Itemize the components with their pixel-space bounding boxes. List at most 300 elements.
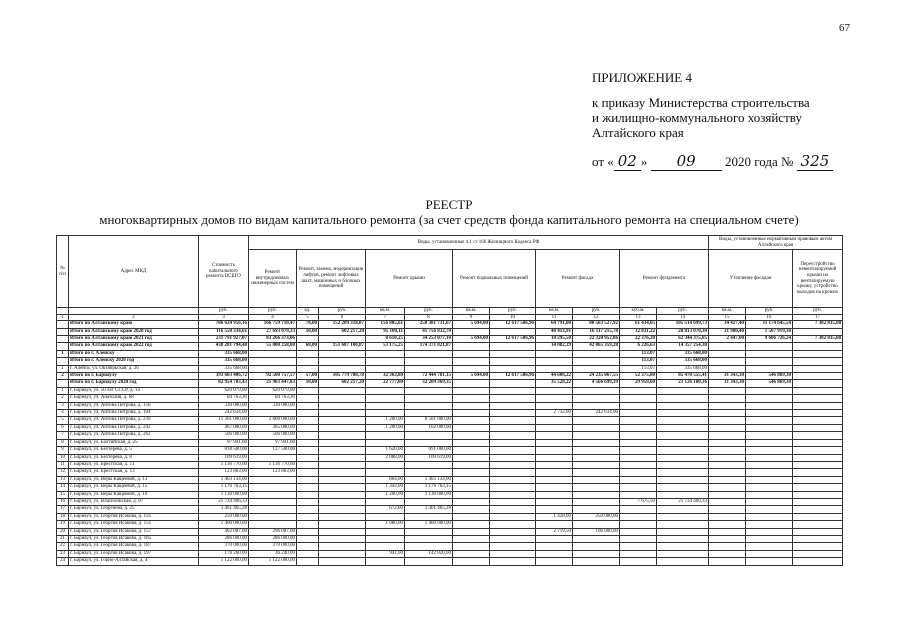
- address-cell: г. Барнаул, ул. Горно-Алтайская, д. 4: [69, 558, 199, 565]
- appendix-line-1: к приказу Министерства строительства: [592, 95, 810, 110]
- value-cell: 250 381 731,67: [405, 321, 453, 328]
- value-cell: [746, 513, 793, 520]
- value-cell: [536, 558, 573, 565]
- value-cell: [573, 521, 620, 528]
- units-cell: кв.м.: [536, 308, 573, 315]
- address-cell: г. Барнаул, ул. Веры Кащеевой, д. 13: [69, 476, 199, 483]
- table-row: [57, 513, 843, 520]
- value-cell: 8 501 000,00: [405, 417, 453, 424]
- value-cell: [793, 424, 843, 431]
- column-number: 16: [746, 314, 793, 321]
- value-cell: 1 400 000,00: [199, 521, 249, 528]
- value-cell: [319, 461, 366, 468]
- header-address: Адрес МКД: [69, 236, 199, 308]
- value-cell: 1 428,00: [536, 513, 573, 520]
- table-row: [57, 476, 843, 483]
- value-cell: [297, 506, 319, 513]
- value-cell: [746, 498, 793, 505]
- value-cell: [573, 484, 620, 491]
- value-cell: 22 320 952,86: [573, 336, 620, 343]
- table-row: [57, 558, 843, 565]
- value-cell: [573, 439, 620, 446]
- table-row: [57, 491, 843, 498]
- value-cell: [319, 476, 366, 483]
- value-cell: 818 500,00: [199, 447, 249, 454]
- value-cell: 1 136 770,00: [249, 461, 297, 468]
- value-cell: 31 980,40: [709, 328, 746, 335]
- value-cell: [709, 358, 746, 365]
- value-cell: 113,07: [620, 350, 657, 357]
- value-cell: [709, 469, 746, 476]
- value-cell: 116 550 334,61: [199, 328, 249, 335]
- value-cell: [746, 358, 793, 365]
- value-cell: 1 122 000,00: [249, 558, 297, 565]
- value-cell: [297, 424, 319, 431]
- value-cell: 335 668,00: [199, 350, 249, 357]
- value-cell: [297, 402, 319, 409]
- value-cell: [709, 417, 746, 424]
- value-cell: [297, 513, 319, 520]
- value-cell: [453, 439, 490, 446]
- value-cell: [709, 506, 746, 513]
- value-cell: 602 217,20: [319, 328, 366, 335]
- value-cell: [297, 491, 319, 498]
- registry-table: [56, 235, 843, 566]
- value-cell: [573, 461, 620, 468]
- value-cell: [793, 454, 843, 461]
- value-cell: 296 007,00: [249, 528, 297, 535]
- row-number-cell: 17: [57, 506, 69, 513]
- value-cell: [297, 432, 319, 439]
- value-cell: [746, 476, 793, 483]
- value-cell: [793, 528, 843, 535]
- table-row: [57, 328, 843, 335]
- value-cell: [620, 506, 657, 513]
- value-cell: [657, 528, 709, 535]
- value-cell: [319, 498, 366, 505]
- value-cell: [366, 350, 405, 357]
- value-cell: [490, 380, 536, 387]
- value-cell: [297, 447, 319, 454]
- column-number: 4: [249, 314, 297, 321]
- column-number: 9: [453, 314, 490, 321]
- value-cell: 1 342,00: [366, 484, 405, 491]
- address-cell: г. Барнаул, ул. Георгия Исакова, д. 157: [69, 528, 199, 535]
- value-cell: [297, 461, 319, 468]
- value-cell: [793, 513, 843, 520]
- table-row: [57, 454, 843, 461]
- value-cell: [319, 439, 366, 446]
- value-cell: [405, 395, 453, 402]
- value-cell: 14 082,39: [536, 343, 573, 350]
- value-cell: [573, 358, 620, 365]
- value-cell: [366, 535, 405, 542]
- value-cell: [249, 484, 297, 491]
- value-cell: [536, 461, 573, 468]
- value-cell: [249, 358, 297, 365]
- value-cell: [573, 454, 620, 461]
- value-cell: 10,00: [297, 380, 319, 387]
- value-cell: [793, 387, 843, 394]
- appendix-title: ПРИЛОЖЕНИЕ 4: [592, 70, 692, 85]
- value-cell: [793, 432, 843, 439]
- value-cell: [319, 469, 366, 476]
- value-cell: [709, 439, 746, 446]
- value-cell: 174 371 821,87: [405, 343, 453, 350]
- value-cell: [490, 439, 536, 446]
- value-cell: 467 000,00: [199, 424, 249, 431]
- value-cell: [793, 550, 843, 557]
- value-cell: [536, 550, 573, 557]
- units-cell: руб.: [199, 308, 249, 315]
- value-cell: [405, 535, 453, 542]
- value-cell: [536, 543, 573, 550]
- value-cell: [490, 350, 536, 357]
- value-cell: [319, 402, 366, 409]
- value-cell: [746, 402, 793, 409]
- value-cell: [620, 395, 657, 402]
- value-cell: 64 791,00: [536, 321, 573, 328]
- value-cell: 97 941,00: [199, 439, 249, 446]
- address-cell: г. Барнаул, ул. Веры Кащеевой, д. 15: [69, 484, 199, 491]
- value-cell: [490, 454, 536, 461]
- value-cell: [453, 498, 490, 505]
- column-number: 8: [405, 314, 453, 321]
- address-cell: г. Алейск, ул. Октябрьская, д. 26: [69, 365, 199, 372]
- value-cell: [297, 365, 319, 372]
- table-row: [57, 395, 843, 402]
- value-cell: 55 800 258,08: [249, 343, 297, 350]
- value-cell: [620, 491, 657, 498]
- value-cell: 1 176 763,15: [199, 484, 249, 491]
- value-cell: [793, 395, 843, 402]
- value-cell: [793, 469, 843, 476]
- units-cell: кв.м.: [366, 308, 405, 315]
- order-number: 325: [797, 152, 834, 171]
- value-cell: [405, 513, 453, 520]
- header-no: № п/п: [57, 236, 69, 308]
- value-cell: [490, 424, 536, 431]
- table-row: [57, 336, 843, 343]
- value-cell: 32 209 369,35: [405, 380, 453, 387]
- value-cell: [709, 410, 746, 417]
- value-cell: [746, 521, 793, 528]
- table-row: [57, 498, 843, 505]
- row-number-cell: 20: [57, 528, 69, 535]
- value-cell: 32 363,80: [366, 373, 405, 380]
- value-cell: [405, 358, 453, 365]
- value-cell: [453, 432, 490, 439]
- value-cell: 21 734 406,33: [199, 498, 249, 505]
- value-cell: 83 266 373,06: [249, 336, 297, 343]
- value-cell: [490, 447, 536, 454]
- value-cell: [453, 410, 490, 417]
- value-cell: 44 606,22: [536, 373, 573, 380]
- table-row: [57, 543, 843, 550]
- value-cell: [319, 521, 366, 528]
- value-cell: [620, 447, 657, 454]
- value-cell: 5 694,00: [453, 336, 490, 343]
- column-number: 10: [490, 314, 536, 321]
- value-cell: 2 800 000,00: [249, 417, 297, 424]
- value-cell: [793, 506, 843, 513]
- table-row: [57, 535, 843, 542]
- column-number: 17: [793, 314, 843, 321]
- value-cell: 12 617 586,96: [490, 321, 536, 328]
- units-cell: кв.м.: [453, 308, 490, 315]
- value-cell: [490, 543, 536, 550]
- row-number-cell: [57, 380, 69, 387]
- value-cell: [573, 447, 620, 454]
- units-cell: [57, 308, 69, 315]
- value-cell: [319, 543, 366, 550]
- address-cell: Итого по Алтайскому краю: [69, 321, 199, 328]
- address-cell: г. Барнаул, ул. Власихинская, д. 87: [69, 498, 199, 505]
- address-cell: г. Барнаул, ул. Анатолия, д. 68: [69, 395, 199, 402]
- value-cell: [657, 558, 709, 565]
- address-cell: Итого по Алтайскому краю 2021 год: [69, 336, 199, 343]
- value-cell: [490, 432, 536, 439]
- table-row: [57, 410, 843, 417]
- value-cell: [746, 535, 793, 542]
- value-cell: [536, 417, 573, 424]
- row-number-cell: 1: [57, 350, 69, 357]
- value-cell: [709, 476, 746, 483]
- row-number-cell: 19: [57, 521, 69, 528]
- value-cell: 1 567 919,30: [746, 328, 793, 335]
- value-cell: 123 863,00: [249, 469, 297, 476]
- value-cell: [709, 550, 746, 557]
- value-cell: [620, 387, 657, 394]
- row-number-cell: [57, 321, 69, 328]
- value-cell: [536, 476, 573, 483]
- column-numbers-row: [57, 314, 843, 321]
- value-cell: 672,00: [366, 506, 405, 513]
- value-cell: 84 763,30: [249, 395, 297, 402]
- value-cell: [453, 417, 490, 424]
- row-number-cell: 22: [57, 543, 69, 550]
- value-cell: [453, 380, 490, 387]
- value-cell: [297, 439, 319, 446]
- table-row: [57, 402, 843, 409]
- value-cell: [297, 469, 319, 476]
- units-cell: руб.: [490, 308, 536, 315]
- value-cell: [657, 447, 709, 454]
- value-cell: [657, 521, 709, 528]
- value-cell: [453, 447, 490, 454]
- value-cell: [746, 432, 793, 439]
- value-cell: 231 791 927,07: [199, 336, 249, 343]
- column-number: 2: [69, 314, 199, 321]
- value-cell: [793, 417, 843, 424]
- value-cell: [620, 432, 657, 439]
- value-cell: [297, 543, 319, 550]
- value-cell: [746, 543, 793, 550]
- value-cell: [793, 380, 843, 387]
- value-cell: [657, 491, 709, 498]
- value-cell: [573, 469, 620, 476]
- value-cell: [405, 461, 453, 468]
- value-cell: [793, 521, 843, 528]
- value-cell: [405, 528, 453, 535]
- header-basement: Ремонт подвальных помещений: [453, 250, 536, 308]
- value-cell: [249, 498, 297, 505]
- value-cell: 402 007,00: [199, 528, 249, 535]
- value-cell: [573, 543, 620, 550]
- value-cell: [249, 350, 297, 357]
- value-cell: 109 619,00: [405, 454, 453, 461]
- value-cell: [657, 550, 709, 557]
- header-regional-types: Виды, установленные нормативным правовым актом Алтайского края: [709, 236, 843, 250]
- value-cell: 12 617 586,96: [490, 336, 536, 343]
- value-cell: [793, 491, 843, 498]
- value-cell: 620 079,00: [199, 387, 249, 394]
- units-cell: руб.: [573, 308, 620, 315]
- value-cell: [405, 365, 453, 372]
- value-cell: [746, 528, 793, 535]
- value-cell: [709, 513, 746, 520]
- row-number-cell: 21: [57, 535, 69, 542]
- value-cell: [319, 528, 366, 535]
- value-cell: 78,00: [297, 321, 319, 328]
- value-cell: [793, 498, 843, 505]
- value-cell: 156 885,61: [366, 321, 405, 328]
- value-cell: [453, 476, 490, 483]
- address-cell: Итого по г. Алейску 2020 год: [69, 358, 199, 365]
- value-cell: 335 668,00: [199, 365, 249, 372]
- address-cell: Итого по Алтайскому краю 2022 год: [69, 343, 199, 350]
- value-cell: 1 200,00: [366, 417, 405, 424]
- value-cell: [405, 498, 453, 505]
- table-row: [57, 417, 843, 424]
- value-cell: [319, 358, 366, 365]
- value-cell: 1 176 763,15: [405, 484, 453, 491]
- value-cell: [453, 491, 490, 498]
- value-cell: 142 020,00: [405, 550, 453, 557]
- value-cell: [536, 491, 573, 498]
- units-cell: руб.: [405, 308, 453, 315]
- date-month: 09: [651, 152, 722, 171]
- value-cell: [620, 476, 657, 483]
- value-cell: [453, 365, 490, 372]
- value-cell: [793, 328, 843, 335]
- units-row: [57, 308, 843, 315]
- value-cell: [793, 535, 843, 542]
- page-number: 67: [839, 22, 850, 34]
- value-cell: 62 344 375,05: [657, 336, 709, 343]
- value-cell: [453, 402, 490, 409]
- value-cell: [405, 543, 453, 550]
- row-number-cell: [57, 328, 69, 335]
- column-number: 5: [297, 314, 319, 321]
- value-cell: [536, 484, 573, 491]
- value-cell: [319, 387, 366, 394]
- value-cell: [746, 506, 793, 513]
- value-cell: [709, 395, 746, 402]
- row-number-cell: 6: [57, 424, 69, 431]
- value-cell: 1 200,00: [366, 424, 405, 431]
- value-cell: [620, 521, 657, 528]
- value-cell: [453, 558, 490, 565]
- value-cell: [490, 528, 536, 535]
- value-cell: [536, 387, 573, 394]
- value-cell: [319, 506, 366, 513]
- value-cell: [657, 417, 709, 424]
- units-cell: куб.м.: [620, 308, 657, 315]
- value-cell: [573, 350, 620, 357]
- value-cell: 32 831,22: [620, 328, 657, 335]
- value-cell: [490, 550, 536, 557]
- row-number-cell: 4: [57, 410, 69, 417]
- value-cell: [793, 484, 843, 491]
- value-cell: [297, 484, 319, 491]
- address-cell: г. Барнаул, ул. Веры Кащеевой, д. 19: [69, 491, 199, 498]
- value-cell: [453, 543, 490, 550]
- value-cell: [746, 550, 793, 557]
- value-cell: [620, 417, 657, 424]
- column-number: 3: [199, 314, 249, 321]
- header-foundation: Ремонт фундамента: [620, 250, 709, 308]
- value-cell: [536, 447, 573, 454]
- value-cell: 27 693 079,33: [249, 328, 297, 335]
- table-row: [57, 447, 843, 454]
- value-cell: 691 000,00: [405, 447, 453, 454]
- value-cell: [536, 535, 573, 542]
- date-day: 02: [614, 152, 641, 171]
- value-cell: [620, 535, 657, 542]
- header-engineering: Ремонт внутридомовых инженерных систем: [249, 250, 297, 308]
- value-cell: [657, 469, 709, 476]
- value-cell: 393 603 406,72: [199, 373, 249, 380]
- value-cell: [297, 528, 319, 535]
- column-number: 7: [366, 314, 405, 321]
- value-cell: [319, 410, 366, 417]
- row-number-cell: 5: [57, 417, 69, 424]
- value-cell: [319, 447, 366, 454]
- value-cell: [746, 395, 793, 402]
- value-cell: [249, 476, 297, 483]
- address-cell: г. Барнаул, ул. Бехтерева, д. 5: [69, 447, 199, 454]
- value-cell: 6 226,63: [620, 343, 657, 350]
- value-cell: [366, 469, 405, 476]
- value-cell: [297, 498, 319, 505]
- value-cell: [297, 476, 319, 483]
- value-cell: [366, 365, 405, 372]
- value-cell: [709, 387, 746, 394]
- value-cell: [297, 336, 319, 343]
- value-cell: 2 088,00: [366, 454, 405, 461]
- value-cell: 438 281 794,48: [199, 343, 249, 350]
- value-cell: [297, 535, 319, 542]
- value-cell: 1 403 134,00: [199, 476, 249, 483]
- value-cell: [536, 521, 573, 528]
- row-number-cell: 9: [57, 447, 69, 454]
- value-cell: 7 675,50: [620, 498, 657, 505]
- value-cell: [249, 513, 297, 520]
- row-number-cell: 1: [57, 365, 69, 372]
- value-cell: [249, 521, 297, 528]
- value-cell: [746, 491, 793, 498]
- table-row: [57, 550, 843, 557]
- value-cell: [319, 491, 366, 498]
- value-cell: 5 694,00: [453, 373, 490, 380]
- address-cell: г. Барнаул, ул. Антона Петрова, д. 194: [69, 410, 199, 417]
- address-cell: г. Барнаул, ул. 50 лет СССР, д. 14: [69, 387, 199, 394]
- address-cell: г. Барнаул, ул. Антона Петрова, д. 262: [69, 432, 199, 439]
- address-cell: г. Барнаул, ул. Георгия Исакова, д. 185: [69, 535, 199, 542]
- table-row: [57, 528, 843, 535]
- value-cell: [746, 558, 793, 565]
